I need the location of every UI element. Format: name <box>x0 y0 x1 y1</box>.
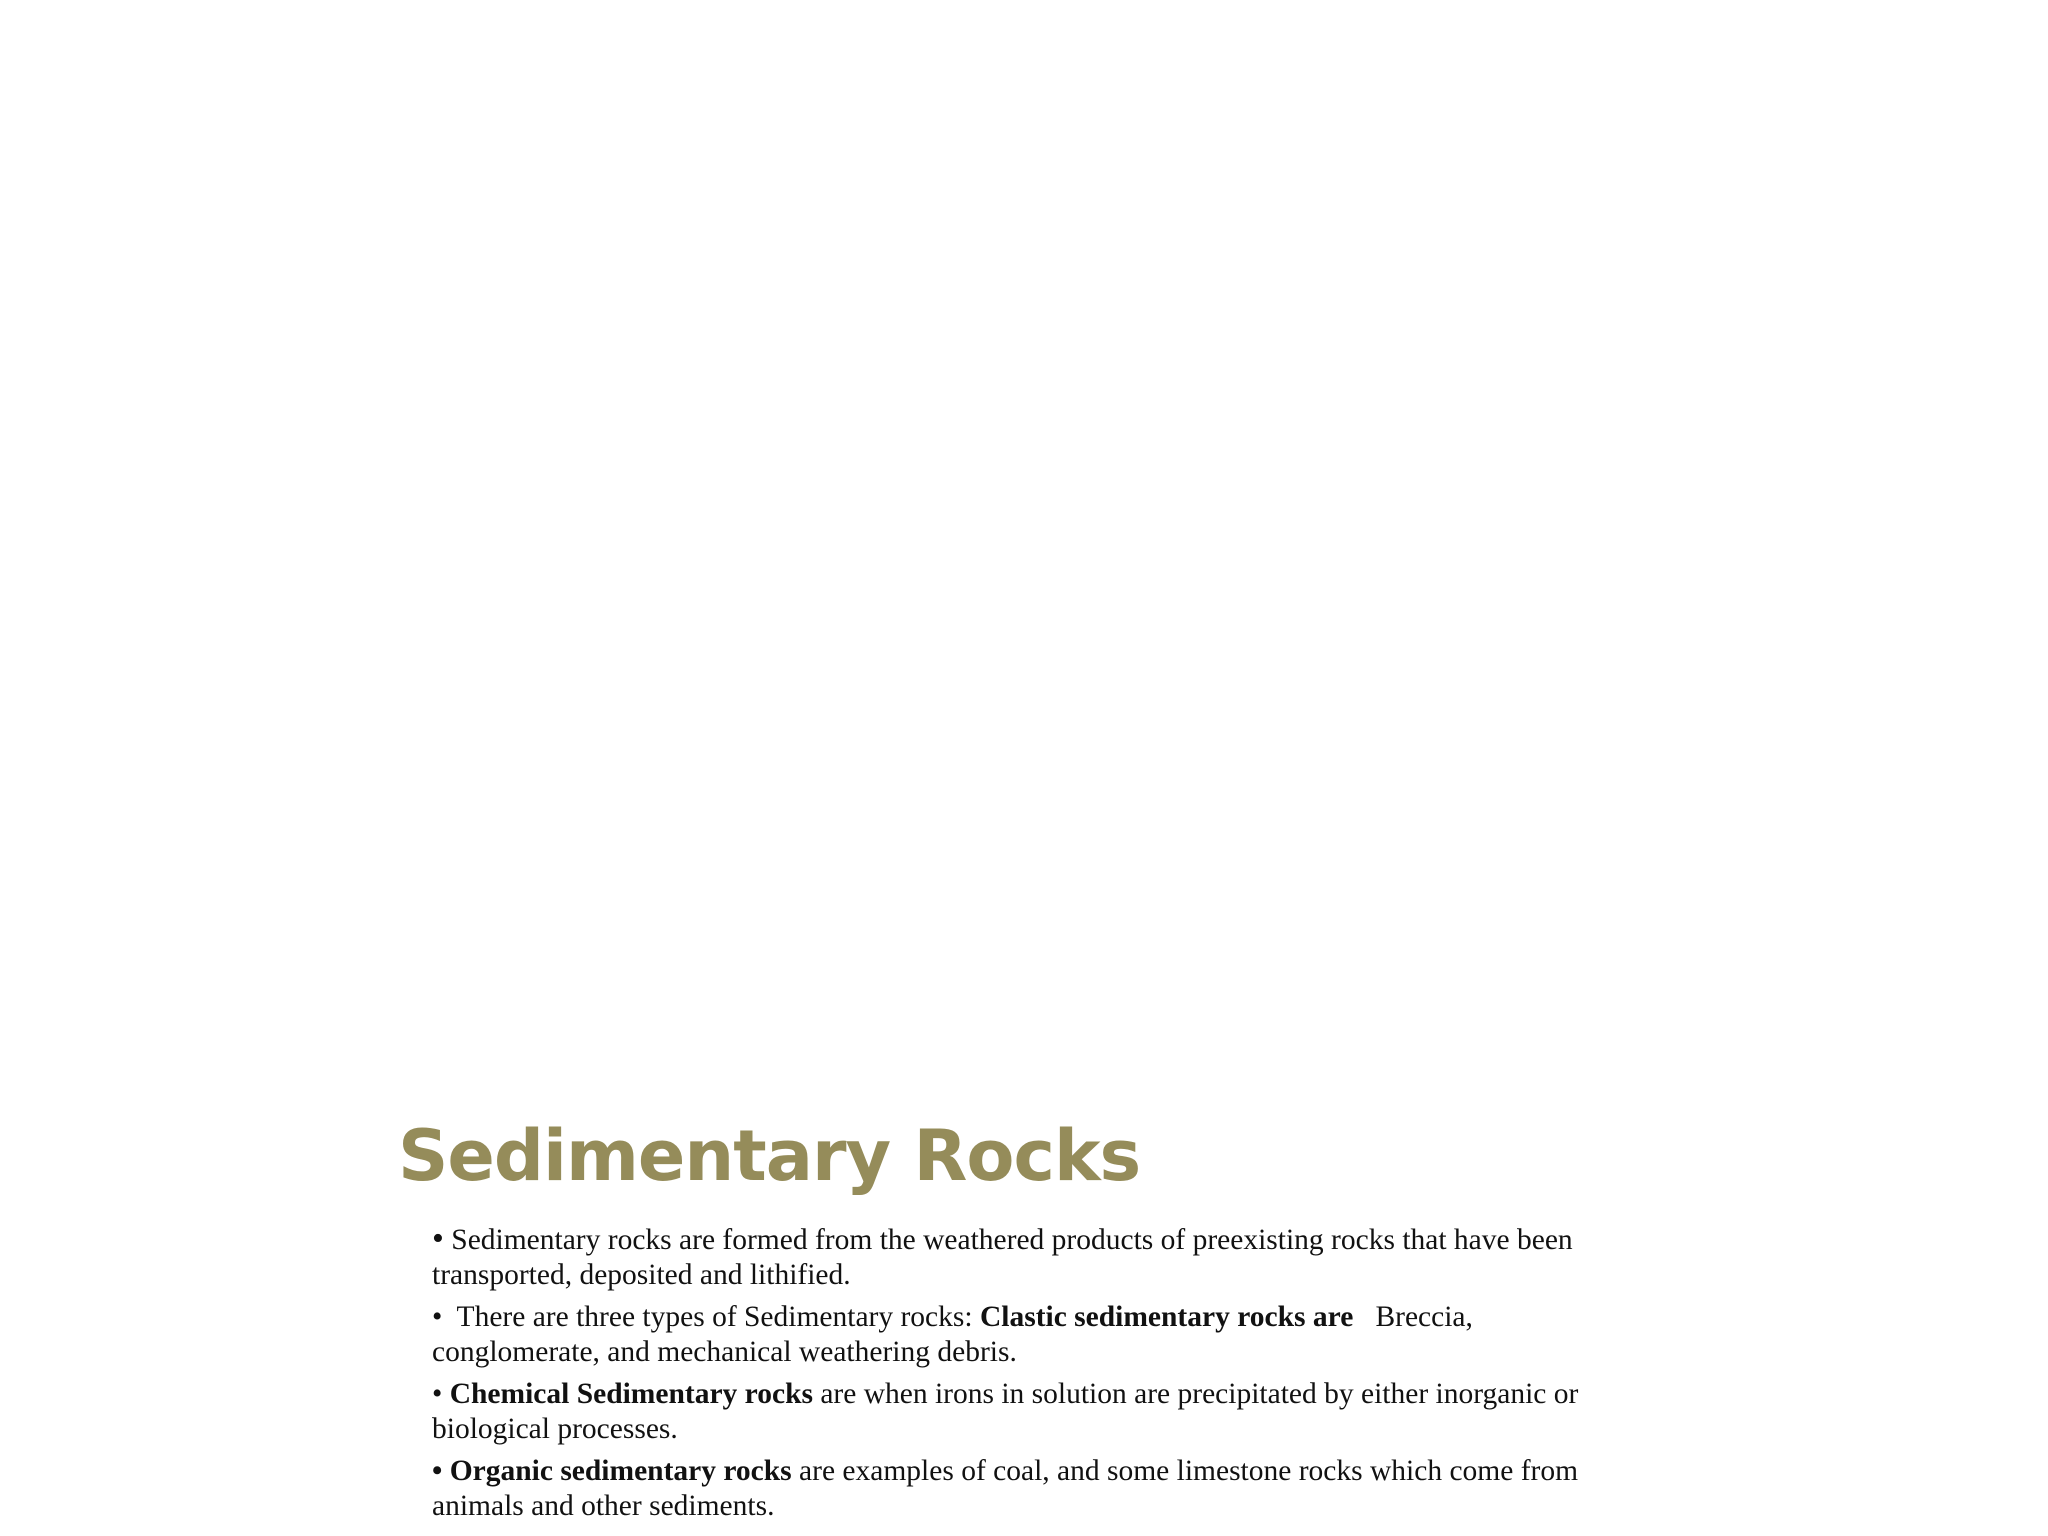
bullet-lead-text <box>442 1455 449 1487</box>
bullet-text: are when irons in solution are precipitated by either inorganic or biological processes. <box>432 1378 1579 1445</box>
bullet-list <box>432 1221 1632 1531</box>
bullet-text: Breccia, conglomerate, and mechanical weathering debris. <box>432 1301 1481 1368</box>
bullet-icon: • <box>432 1301 443 1333</box>
bullet-icon: • <box>432 1378 443 1410</box>
slide-title: Sedimentary Rocks <box>398 1115 1141 1197</box>
bullet-bold-term: Clastic sedimentary rocks are <box>979 1301 1354 1333</box>
bullet-text: Sedimentary rocks are formed from the weathered products of preexisting rocks that have been transported, deposited and lithified. <box>432 1224 1573 1291</box>
bullet-lead-text <box>442 1378 449 1410</box>
bullet-icon: • <box>432 1455 443 1487</box>
bullet-icon: • <box>432 1220 444 1257</box>
bullet-lead-text: There are three types of Sedimentary rocks: <box>442 1301 980 1333</box>
bullet-item-chemical <box>432 1377 1632 1447</box>
bullet-item-clastic <box>432 1300 1632 1370</box>
bullet-bold-term: Chemical Sedimentary rocks <box>449 1378 813 1410</box>
bullet-item-formation <box>432 1221 1632 1293</box>
bullet-item-organic <box>432 1454 1632 1524</box>
bullet-text: are examples of coal, and some limestone rocks which come from animals and other sediments. <box>432 1455 1579 1522</box>
bullet-bold-term: Organic sedimentary rocks <box>449 1455 792 1487</box>
